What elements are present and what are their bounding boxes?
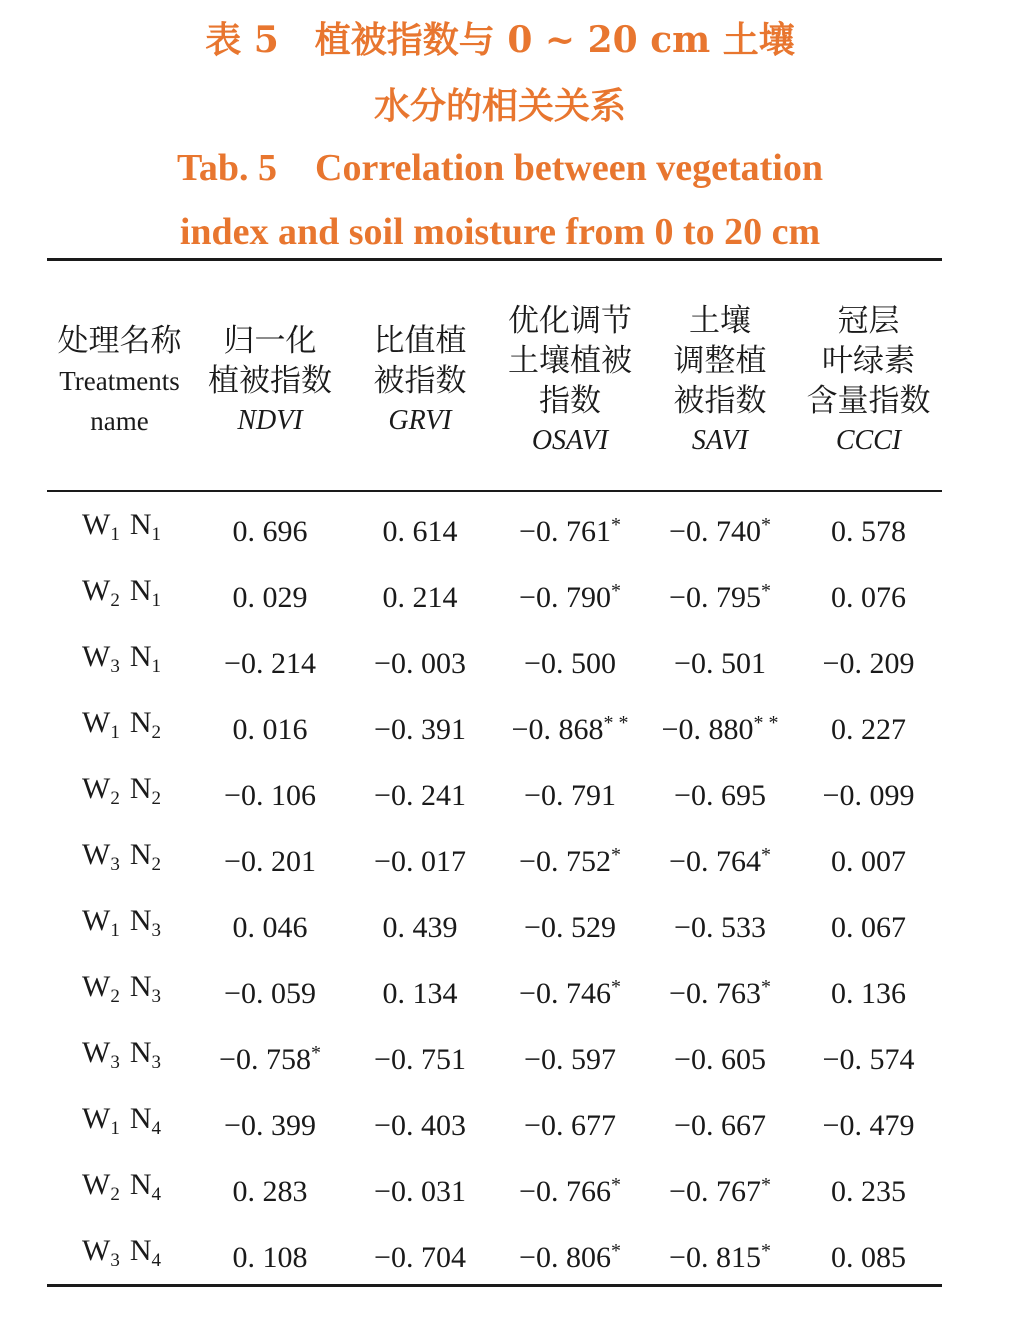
value: −0. 529 [524,911,616,944]
savi-cell [645,632,795,682]
treatment-w-index: 1 [110,1118,120,1139]
osavi-cell [495,962,645,1012]
value: −0. 815 [669,1241,761,1274]
treatment-w-index: 3 [110,1250,120,1271]
treatment-n-index: 1 [151,656,161,677]
value: 0. 029 [232,581,308,614]
header-savi [645,296,795,466]
significance-mark: * [760,1240,771,1262]
osavi-cell [495,830,645,880]
value: −0. 751 [374,1043,466,1076]
header-label-cn: 指数 [539,383,601,419]
treatment-w-index: 3 [110,854,120,875]
header-ccci [795,296,942,466]
header-ndvi [195,296,345,466]
ndvi-cell [195,764,345,814]
value: 0. 227 [831,713,906,746]
value: −0. 764 [669,845,761,878]
value: −0. 766 [519,1175,611,1208]
significance-mark: * [760,844,771,866]
osavi-cell [495,698,645,748]
value: −0. 500 [524,647,616,680]
table-caption-en-line2: index and soil moisture from 0 to 20 cm [179,211,821,253]
osavi-cell [495,1094,645,1144]
table-top-rule [47,258,942,261]
treatment-cell [47,698,192,748]
value: −0. 761 [519,515,611,548]
value: 0. 134 [382,977,458,1010]
ccci-cell [795,1160,942,1210]
osavi-cell [495,896,645,946]
ndvi-cell [195,1028,345,1078]
grvi-cell [345,566,495,616]
value: 0. 578 [831,515,906,548]
value: 0. 046 [232,911,308,944]
treatment-cell [47,1226,192,1276]
value: −0. 868 [511,713,604,746]
significance-mark: * [610,976,621,998]
value: −0. 106 [224,779,316,812]
value: −0. 752 [519,845,611,878]
ccci-cell [795,764,942,814]
significance-mark: * * [753,712,779,734]
table-row [0,632,1024,682]
treatment-w-index: 1 [110,524,120,545]
header-label-cn: 含量指数 [806,383,931,419]
treatment-w: W [82,838,111,871]
value: −0. 795 [669,581,761,614]
value: −0. 695 [674,779,766,812]
value: −0. 017 [374,845,466,878]
value: −0. 391 [374,713,466,746]
table-row [0,764,1024,814]
header-abbreviation: NDVI [237,405,303,436]
value: −0. 597 [524,1043,616,1076]
treatment-w: W [82,1036,111,1069]
significance-mark: * [760,580,771,602]
ndvi-cell [195,1160,345,1210]
value: −0. 704 [374,1241,466,1274]
significance-mark: * [610,1174,621,1196]
grvi-cell [345,500,495,550]
treatment-cell [47,962,192,1012]
savi-cell [645,1160,795,1210]
value: 0. 016 [232,713,308,746]
treatment-n: N [129,1036,152,1069]
value: −0. 003 [374,647,466,680]
treatment-w: W [82,574,111,607]
ndvi-cell [195,566,345,616]
value: −0. 403 [374,1109,466,1142]
header-label-en: name [90,406,149,436]
treatment-w: W [82,1102,111,1135]
value: −0. 806 [519,1241,611,1274]
ndvi-cell [195,632,345,682]
header-label-cn: 叶绿素 [822,343,915,379]
grvi-cell [345,830,495,880]
table-header-rule [47,490,942,492]
treatment-cell [47,632,192,682]
value: −0. 059 [224,977,316,1010]
treatment-w-index: 3 [110,656,120,677]
significance-mark: * [760,976,771,998]
treatment-n: N [129,1234,152,1267]
header-abbreviation: OSAVI [531,425,609,456]
ndvi-cell [195,896,345,946]
significance-mark: * [760,1174,771,1196]
treatment-w: W [82,1168,111,1201]
table-row [0,1226,1024,1276]
value: 0. 085 [831,1241,906,1274]
treatment-n-index: 4 [151,1250,161,1271]
treatment-cell [47,830,192,880]
treatment-w: W [82,706,111,739]
value: −0. 758 [219,1043,311,1076]
treatment-n-index: 3 [151,986,161,1007]
osavi-cell [495,1226,645,1276]
table-caption-cn-line1: 表 5 植被指数与 0 ~ 20 cm 土壤 [205,19,795,61]
savi-cell [645,1226,795,1276]
value: −0. 790 [519,581,611,614]
grvi-cell [345,1094,495,1144]
header-label-cn: 土壤植被 [508,343,632,379]
treatment-w: W [82,772,111,805]
osavi-cell [495,632,645,682]
savi-cell [645,830,795,880]
treatment-cell [47,896,192,946]
table-row [0,962,1024,1012]
treatment-n: N [129,838,152,871]
osavi-cell [495,764,645,814]
value: −0. 574 [822,1043,915,1076]
ndvi-cell [195,1226,345,1276]
significance-mark: * [610,844,621,866]
table-row [0,1094,1024,1144]
value: 0. 136 [831,977,906,1010]
value: 0. 067 [831,911,906,944]
treatment-cell [47,1028,192,1078]
ndvi-cell [195,1094,345,1144]
grvi-cell [345,1028,495,1078]
savi-cell [645,962,795,1012]
grvi-cell [345,698,495,748]
treatment-cell [47,1160,192,1210]
ndvi-cell [195,698,345,748]
savi-cell [645,566,795,616]
ccci-cell [795,1226,942,1276]
value: 0. 076 [831,581,906,614]
treatment-cell [47,764,192,814]
treatment-n: N [129,970,152,1003]
savi-cell [645,1028,795,1078]
value: −0. 533 [674,911,766,944]
value: 0. 007 [831,845,906,878]
value: −0. 763 [669,977,761,1010]
treatment-n: N [129,508,152,541]
value: −0. 667 [674,1109,766,1142]
value: 0. 696 [232,515,308,548]
treatment-w-index: 2 [110,788,120,809]
ccci-cell [795,962,942,1012]
treatment-n-index: 1 [151,590,161,611]
treatment-w-index: 1 [110,920,120,941]
table-caption-cn-line2: 水分的相关关系 [373,85,626,127]
treatment-n-index: 4 [151,1184,161,1205]
significance-mark: * [610,1240,621,1262]
grvi-cell [345,764,495,814]
value: −0. 605 [674,1043,766,1076]
header-label-cn: 调整植 [673,343,767,379]
significance-mark: * [610,514,621,536]
header-label-cn: 冠层 [837,303,900,339]
savi-cell [645,896,795,946]
ccci-cell [795,566,942,616]
table-row [0,500,1024,550]
significance-mark: * [610,580,621,602]
table-row [0,566,1024,616]
treatment-n: N [129,706,152,739]
value: −0. 099 [822,779,915,812]
header-label-cn: 归一化 [223,323,317,359]
value: 0. 614 [382,515,458,548]
value: −0. 479 [822,1109,915,1142]
treatment-w: W [82,508,111,541]
ccci-cell [795,1094,942,1144]
value: −0. 677 [524,1109,616,1142]
treatment-n-index: 3 [151,1052,161,1073]
value: −0. 399 [224,1109,316,1142]
header-abbreviation: GRVI [388,405,452,436]
osavi-cell [495,500,645,550]
treatment-w: W [82,640,111,673]
table-caption-en-line1: Tab. 5 Correlation between vegetation [177,147,823,189]
value: 0. 439 [382,911,458,944]
savi-cell [645,698,795,748]
savi-cell [645,764,795,814]
treatment-w-index: 2 [110,590,120,611]
ccci-cell [795,698,942,748]
savi-cell [645,1094,795,1144]
value: 0. 235 [831,1175,906,1208]
treatment-n-index: 4 [151,1118,161,1139]
value: −0. 880 [661,713,754,746]
header-label-cn: 被指数 [373,363,467,399]
significance-mark: * * [603,712,629,734]
treatment-n-index: 2 [151,854,161,875]
ndvi-cell [195,962,345,1012]
treatment-w-index: 3 [110,1052,120,1073]
ccci-cell [795,1028,942,1078]
value: 0. 214 [382,581,458,614]
table-row [0,698,1024,748]
table-row [0,830,1024,880]
treatment-n: N [129,904,152,937]
header-grvi [345,296,495,466]
table-row [0,1160,1024,1210]
grvi-cell [345,1226,495,1276]
grvi-cell [345,1160,495,1210]
ccci-cell [795,896,942,946]
header-treatments [47,296,192,466]
table-row [0,896,1024,946]
header-label-cn: 优化调节 [508,303,632,339]
header-label-en: Treatments [59,366,180,396]
treatment-cell [47,566,192,616]
header-abbreviation: CCCI [835,425,902,456]
treatment-cell [47,500,192,550]
grvi-cell [345,632,495,682]
treatment-n-index: 2 [151,788,161,809]
significance-mark: * [760,514,771,536]
grvi-cell [345,962,495,1012]
grvi-cell [345,896,495,946]
value: −0. 031 [374,1175,466,1208]
treatment-n: N [129,640,152,673]
header-osavi [495,296,645,466]
treatment-cell [47,1094,192,1144]
treatment-w: W [82,1234,111,1267]
header-label-cn: 土壤 [689,303,751,339]
value: −0. 791 [524,779,616,812]
treatment-n: N [129,574,152,607]
osavi-cell [495,1160,645,1210]
savi-cell [645,500,795,550]
value: −0. 241 [374,779,466,812]
treatment-w: W [82,904,111,937]
value: −0. 214 [224,647,316,680]
treatment-n-index: 2 [151,722,161,743]
table-bottom-rule [47,1284,942,1287]
treatment-n: N [129,772,152,805]
value: 0. 108 [232,1241,308,1274]
ccci-cell [795,830,942,880]
ccci-cell [795,632,942,682]
treatment-n: N [129,1168,152,1201]
value: −0. 767 [669,1175,761,1208]
value: −0. 746 [519,977,611,1010]
value: −0. 201 [224,845,316,878]
treatment-w-index: 1 [110,722,120,743]
value: −0. 740 [669,515,761,548]
header-label-cn: 被指数 [673,383,767,419]
treatment-w: W [82,970,111,1003]
treatment-n-index: 3 [151,920,161,941]
osavi-cell [495,566,645,616]
header-label-cn: 比值植 [373,323,467,359]
table-row [0,1028,1024,1078]
treatment-w-index: 2 [110,1184,120,1205]
ndvi-cell [195,500,345,550]
header-label-cn: 处理名称 [57,323,182,359]
ccci-cell [795,500,942,550]
treatment-n-index: 1 [151,524,161,545]
value: −0. 501 [674,647,766,680]
header-label-cn: 植被指数 [208,363,332,399]
treatment-w-index: 2 [110,986,120,1007]
header-abbreviation: SAVI [691,425,749,456]
treatment-n: N [129,1102,152,1135]
value: 0. 283 [232,1175,308,1208]
value: −0. 209 [822,647,915,680]
significance-mark: * [310,1042,321,1064]
ndvi-cell [195,830,345,880]
osavi-cell [495,1028,645,1078]
